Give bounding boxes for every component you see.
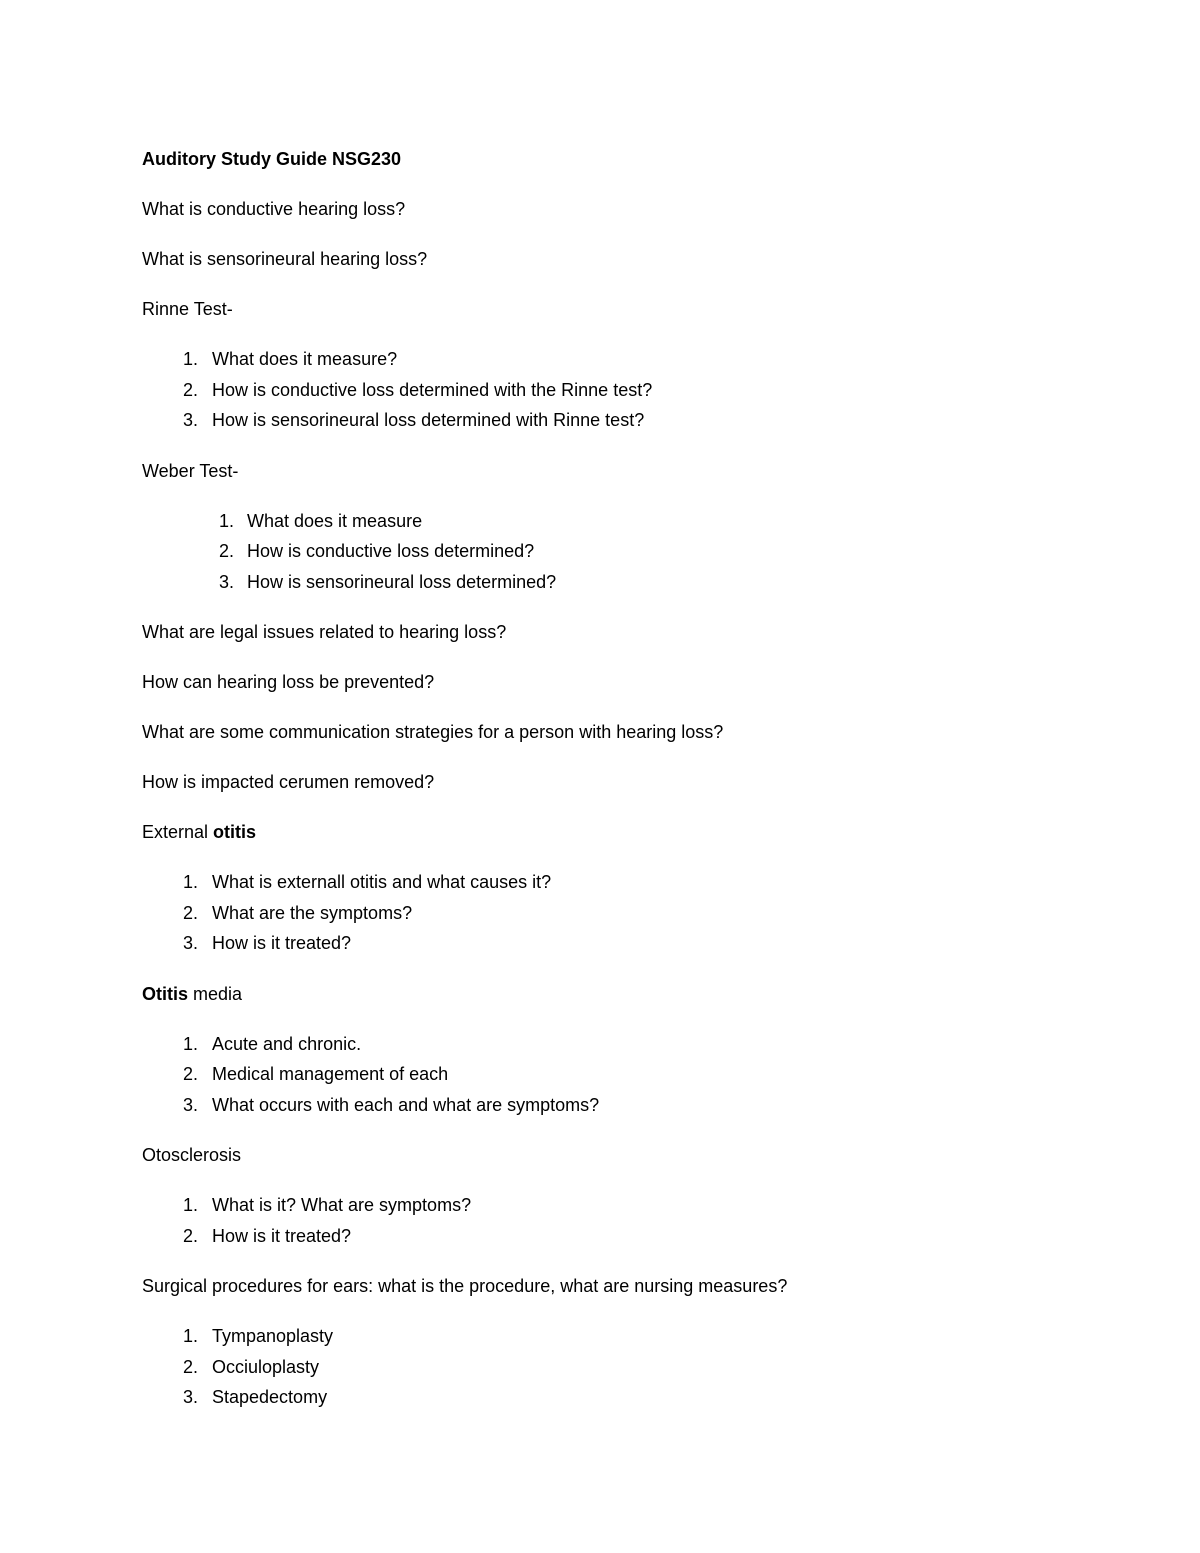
list-number: 1.: [218, 510, 234, 531]
weber-list: [142, 506, 1042, 598]
list-item: [142, 344, 1042, 375]
external-otitis-list: [142, 867, 1042, 959]
list-text: How is it treated?: [212, 1225, 352, 1246]
list-number: 3.: [182, 1094, 198, 1115]
otosclerosis-heading: Otosclerosis: [142, 1145, 242, 1165]
question-legal: What are legal issues related to hearing loss?: [142, 622, 507, 642]
heading-bold-text: Otitis: [142, 983, 189, 1004]
document-body: [142, 144, 1042, 1433]
question-sensorineural: What is sensorineural hearing loss?: [142, 249, 428, 269]
list-item: [142, 506, 1042, 537]
list-text: What does it measure?: [212, 349, 398, 369]
list-number: 2.: [218, 541, 234, 561]
list-item: [142, 1352, 1042, 1383]
list-text: Occiuloplasty: [212, 1356, 320, 1377]
list-number: 1.: [182, 1033, 198, 1054]
list-number: 3.: [182, 933, 198, 953]
list-number: 1.: [182, 349, 198, 369]
list-number: 3.: [182, 410, 198, 430]
list-text: What are the symptoms?: [212, 902, 413, 923]
list-text: Stapedectomy: [212, 1387, 328, 1407]
list-text: Medical management of each: [212, 1064, 449, 1084]
list-number: 2.: [182, 379, 198, 400]
surgical-heading: Surgical procedures for ears: what is the procedure, what are nursing measures?: [142, 1276, 788, 1296]
list-text: What is it? What are symptoms?: [212, 1195, 472, 1215]
list-item: [142, 1190, 1042, 1221]
surgical-list: [142, 1321, 1042, 1413]
heading-bold-text: otitis: [213, 822, 257, 842]
list-number: 2.: [182, 1225, 198, 1246]
list-text: Tympanoplasty: [212, 1326, 334, 1346]
list-item: [142, 567, 1042, 598]
document-title: Auditory Study Guide NSG230: [142, 149, 402, 169]
list-text: How is sensorineural loss determined with Rinne test?: [212, 410, 645, 430]
list-item: [142, 1090, 1042, 1121]
list-item: [142, 1059, 1042, 1090]
list-item: [142, 1029, 1042, 1060]
list-item: [142, 898, 1042, 929]
list-item: [142, 405, 1042, 436]
question-prevent: How can hearing loss be prevented?: [142, 672, 435, 692]
list-text: How is conductive loss determined with the Rinne test?: [212, 379, 653, 400]
list-number: 2.: [182, 902, 198, 923]
list-item: [142, 1321, 1042, 1352]
otitis-media-list: [142, 1029, 1042, 1121]
weber-heading: Weber Test-: [142, 460, 239, 481]
question-cerumen: How is impacted cerumen removed?: [142, 772, 435, 792]
list-item: [142, 867, 1042, 898]
list-text: How is it treated?: [212, 933, 352, 953]
list-item: [142, 1382, 1042, 1413]
otitis-media-heading: [142, 979, 1042, 1009]
external-otitis-heading: [142, 817, 1042, 847]
list-number: 1.: [182, 1195, 198, 1215]
heading-text: External: [142, 822, 214, 842]
list-number: 1.: [182, 1326, 198, 1346]
rinne-list: [142, 344, 1042, 436]
list-text: How is conductive loss determined?: [247, 541, 535, 561]
list-item: [142, 1221, 1042, 1252]
list-text: What occurs with each and what are symptoms?: [212, 1094, 600, 1115]
heading-text: media: [188, 983, 243, 1004]
list-item: [142, 375, 1042, 406]
list-text: Acute and chronic.: [212, 1033, 362, 1054]
otosclerosis-list: [142, 1190, 1042, 1251]
list-number: 3.: [182, 1387, 198, 1407]
list-number: 3.: [218, 571, 234, 592]
list-number: 2.: [182, 1356, 198, 1377]
list-text: What is externall otitis and what causes it?: [212, 872, 552, 892]
list-number: 1.: [182, 872, 198, 892]
rinne-heading: Rinne Test-: [142, 299, 233, 319]
list-item: [142, 536, 1042, 567]
list-item: [142, 928, 1042, 959]
question-communication: What are some communication strategies for a person with hearing loss?: [142, 722, 724, 742]
list-number: 2.: [182, 1064, 198, 1084]
question-conductive: What is conductive hearing loss?: [142, 199, 406, 219]
list-text: How is sensorineural loss determined?: [247, 571, 557, 592]
list-text: What does it measure: [247, 510, 423, 531]
